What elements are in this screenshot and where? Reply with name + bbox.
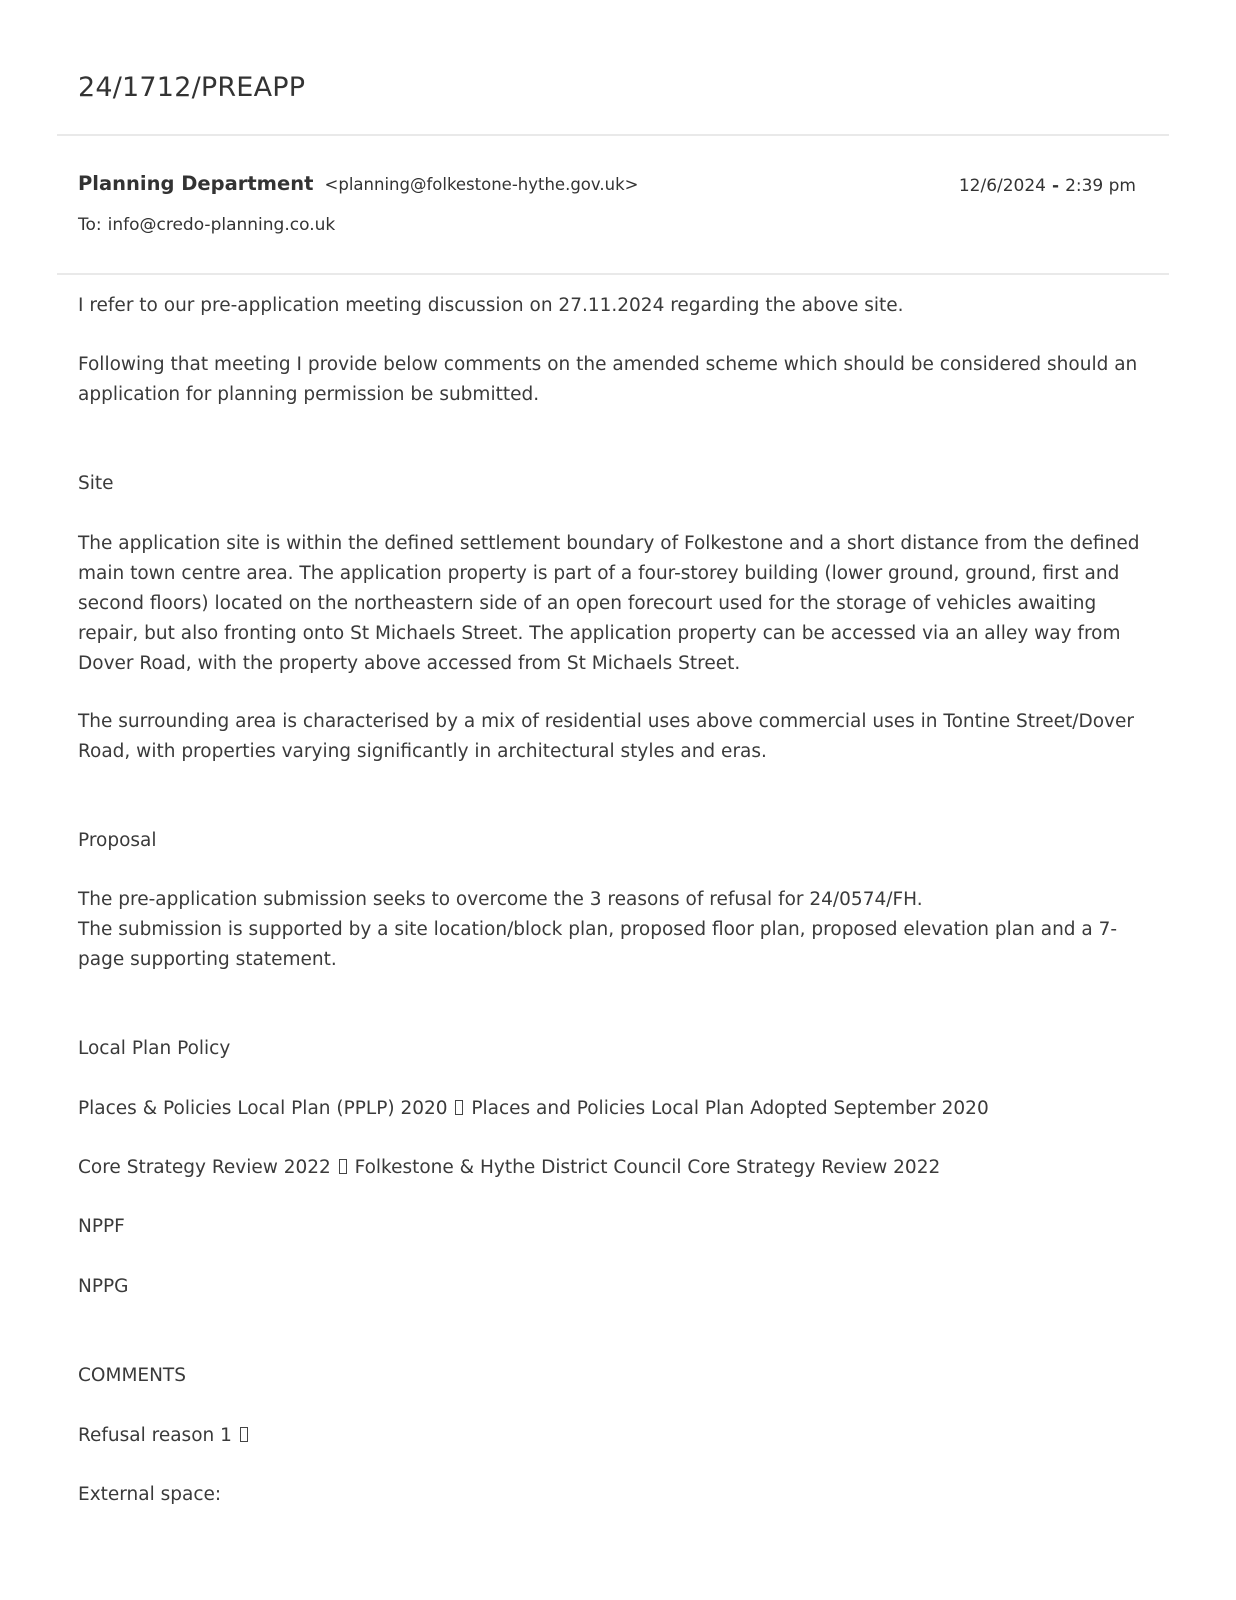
policy-item-nppg: NPPG [78,1276,129,1297]
policy-item-core-strategy [78,1153,1158,1183]
policy-item-pplp-desc: Places and Policies Local Plan Adopted September 2020 [471,1098,989,1119]
policy-item-core-strategy-desc: Folkestone & Hythe District Council Core Strategy Review 2022 [354,1157,941,1178]
email-timestamp [959,176,1136,196]
section-heading-policy: Local Plan Policy [78,1038,231,1059]
policy-item-core-strategy-name: Core Strategy Review 2022 [78,1157,331,1178]
date-separator: - [1052,176,1060,196]
recipient-line [78,215,335,235]
section-heading-comments: COMMENTS [78,1365,186,1386]
email-subject: 24/1712/PREAPP [78,72,306,103]
missing-glyph-icon [339,1159,347,1174]
header-divider [57,134,1169,136]
to-label: To: [78,215,102,235]
missing-glyph-icon [240,1427,248,1442]
policy-item-pplp-name: Places & Policies Local Plan (PPLP) 2020 [78,1098,448,1119]
proposal-paragraph-1: The pre-application submission seeks to overcome the 3 reasons of refusal for 24/0574/FH. [78,889,923,910]
section-heading-proposal: Proposal [78,830,157,851]
email-date: 12/6/2024 [958,176,1046,196]
policy-item-nppf: NPPF [78,1216,125,1237]
refusal-reason-heading [78,1421,1158,1451]
body-divider [57,273,1169,275]
section-heading-site: Site [78,473,114,494]
sender-line [78,172,638,195]
proposal-paragraph-2: The submission is supported by a site location/block plan, proposed floor plan, proposed elevation plan and a 7-page supporting statement. [78,919,1118,970]
recipient-address[interactable]: info@credo-planning.co.uk [107,215,336,235]
sender-email[interactable]: <planning@folkestone-hythe.gov.uk> [324,175,639,194]
body-paragraph-following: Following that meeting I provide below comments on the amended scheme which should be considered should an application for planning permission be submitted. [78,354,1138,405]
email-time: 2:39 pm [1065,176,1136,196]
surrounding-area-paragraph: The surrounding area is characterised by a mix of residential uses above commercial uses in Tontine Street/Dover Road, with properties varying significantly in architectural styles and eras. [78,711,1134,762]
body-paragraph-intro: I refer to our pre-application meeting discussion on 27.11.2024 regarding the above site. [78,295,904,316]
missing-glyph-icon [455,1100,463,1115]
sender-name: Planning Department [78,172,314,195]
site-description-paragraph: The application site is within the defined settlement boundary of Folkestone and a short distance from the defined main town centre area. The application property is part of a four-storey building (lower ground, ground, first and second floors) located on the northeastern side of an open forecourt used for the storage of vehicles awaiting repair, but also fronting onto St Michaels Street. The application property can be accessed via an alley way from Dover Road, with the property above accessed from St Michaels Street. [78,533,1140,674]
external-space-heading: External space: [78,1484,222,1505]
refusal-reason-label: Refusal reason 1 [78,1425,232,1446]
policy-item-pplp [78,1094,1158,1124]
